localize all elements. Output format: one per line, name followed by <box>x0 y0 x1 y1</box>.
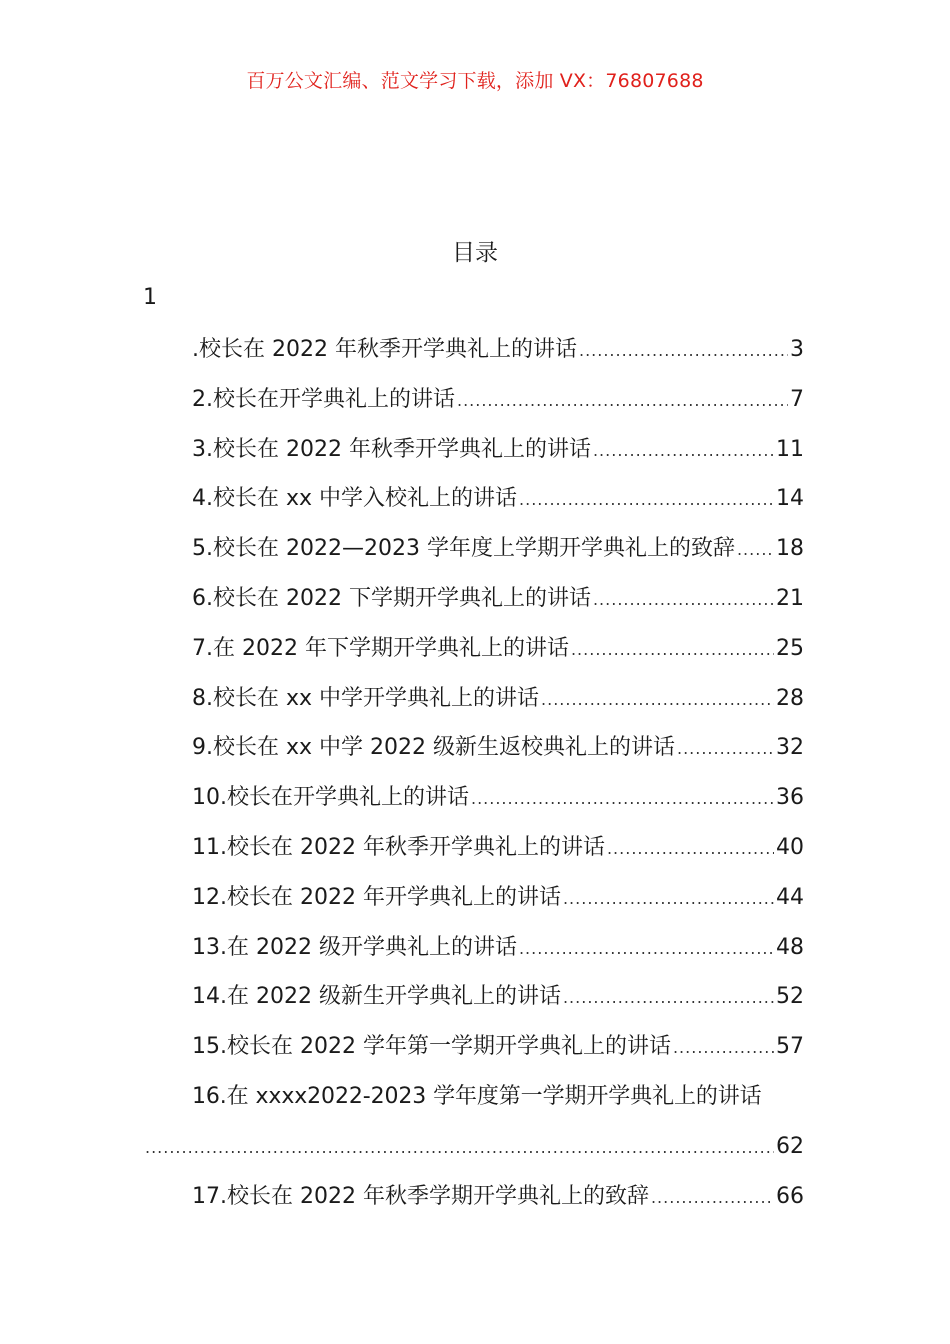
toc-entry-text: 11.校长在 2022 年秋季开学典礼上的讲话 <box>192 834 605 860</box>
toc-entry-text: 8.校长在 xx 中学开学典礼上的讲话 <box>192 685 540 711</box>
toc-entry-page: 62 <box>776 1133 804 1159</box>
toc-leader-dots <box>593 575 774 625</box>
toc-entry-text: 14.在 2022 级新生开学典礼上的讲话 <box>192 984 561 1010</box>
toc-title: 目录 <box>452 240 498 266</box>
toc-entry-4[interactable] <box>0 474 950 524</box>
toc-entry-page: 7 <box>790 386 804 412</box>
toc-entry-13[interactable] <box>0 923 950 973</box>
toc-leader-dots <box>737 525 774 575</box>
toc-entry-page: 36 <box>776 785 804 811</box>
toc-entry-page: 14 <box>776 486 804 512</box>
toc-entry-page: 52 <box>776 984 804 1010</box>
toc-leader-dots <box>673 1023 774 1073</box>
toc-entry-text: 10.校长在开学典礼上的讲话 <box>192 785 469 811</box>
toc-leader-dots <box>519 924 774 974</box>
toc-entry-9[interactable] <box>0 723 950 773</box>
toc-entry-3[interactable] <box>0 425 950 475</box>
toc-entry-text: 3.校长在 2022 年秋季开学典礼上的讲话 <box>192 436 591 462</box>
toc-entry-1[interactable] <box>0 325 950 375</box>
toc-entry-6[interactable] <box>0 574 950 624</box>
toc-entry-text: 15.校长在 2022 学年第一学期开学典礼上的讲话 <box>192 1034 671 1060</box>
toc-leader-dots <box>563 874 774 924</box>
section-number: 1 <box>143 285 157 310</box>
toc-entry-text: 4.校长在 xx 中学入校礼上的讲话 <box>192 486 518 512</box>
toc-entry-11[interactable] <box>0 823 950 873</box>
toc-entry-text: 12.校长在 2022 年开学典礼上的讲话 <box>192 884 561 910</box>
toc-entry-text: 16.在 xxxx2022-2023 学年度第一学期开学典礼上的讲话 <box>192 1083 762 1109</box>
toc-entry-page: 48 <box>776 934 804 960</box>
toc-leader-dots <box>519 475 774 525</box>
toc-entry-text: 6.校长在 2022 下学期开学典礼上的讲话 <box>192 585 591 611</box>
header-banner: 百万公文汇编、范文学习下载，添加 VX：76807688 <box>246 70 704 92</box>
toc-entry-14[interactable] <box>0 972 950 1022</box>
toc-leader-dots <box>457 376 788 426</box>
toc-entry-page: 25 <box>776 635 804 661</box>
toc-entry-page: 32 <box>776 735 804 761</box>
toc-entry-17[interactable] <box>0 1172 950 1222</box>
toc-entry-7[interactable] <box>0 624 950 674</box>
toc-entry-text: 13.在 2022 级开学典礼上的讲话 <box>192 934 517 960</box>
toc-entry-15[interactable] <box>0 1022 950 1072</box>
toc-leader-dots <box>145 1123 774 1173</box>
toc-leader-dots <box>677 724 774 774</box>
toc-leader-dots <box>593 426 774 476</box>
toc-leader-dots <box>471 774 774 824</box>
toc-entry-8[interactable] <box>0 674 950 724</box>
toc-entry-text: 9.校长在 xx 中学 2022 级新生返校典礼上的讲话 <box>192 735 675 761</box>
toc-entry-16[interactable] <box>0 1072 950 1172</box>
toc-leader-dots <box>571 625 774 675</box>
toc-entry-page: 57 <box>776 1034 804 1060</box>
toc-entry-10[interactable] <box>0 773 950 823</box>
toc-entry-page: 28 <box>776 685 804 711</box>
toc-leader-dots <box>563 973 774 1023</box>
toc-leader-dots <box>607 824 774 874</box>
toc-entry-text: 2.校长在开学典礼上的讲话 <box>192 386 455 412</box>
toc-entry-page: 40 <box>776 834 804 860</box>
toc-entry-5[interactable] <box>0 524 950 574</box>
toc-entry-text: 7.在 2022 年下学期开学典礼上的讲话 <box>192 635 569 661</box>
toc-entry-text: .校长在 2022 年秋季开学典礼上的讲话 <box>192 337 577 362</box>
toc-entry-page: 3 <box>790 337 804 362</box>
toc-entry-page: 66 <box>776 1183 804 1209</box>
toc-entry-text: 17.校长在 2022 年秋季学期开学典礼上的致辞 <box>192 1183 649 1209</box>
toc-list <box>0 325 950 1221</box>
toc-entry-page: 18 <box>776 536 804 562</box>
toc-entry-2[interactable] <box>0 375 950 425</box>
toc-entry-page: 44 <box>776 884 804 910</box>
toc-entry-12[interactable] <box>0 873 950 923</box>
toc-leader-dots <box>579 326 788 376</box>
toc-leader-dots <box>541 675 774 725</box>
toc-leader-dots <box>651 1173 774 1223</box>
toc-entry-text: 5.校长在 2022—2023 学年度上学期开学典礼上的致辞 <box>192 536 735 562</box>
toc-entry-page: 21 <box>776 585 804 611</box>
toc-entry-page: 11 <box>776 436 804 462</box>
